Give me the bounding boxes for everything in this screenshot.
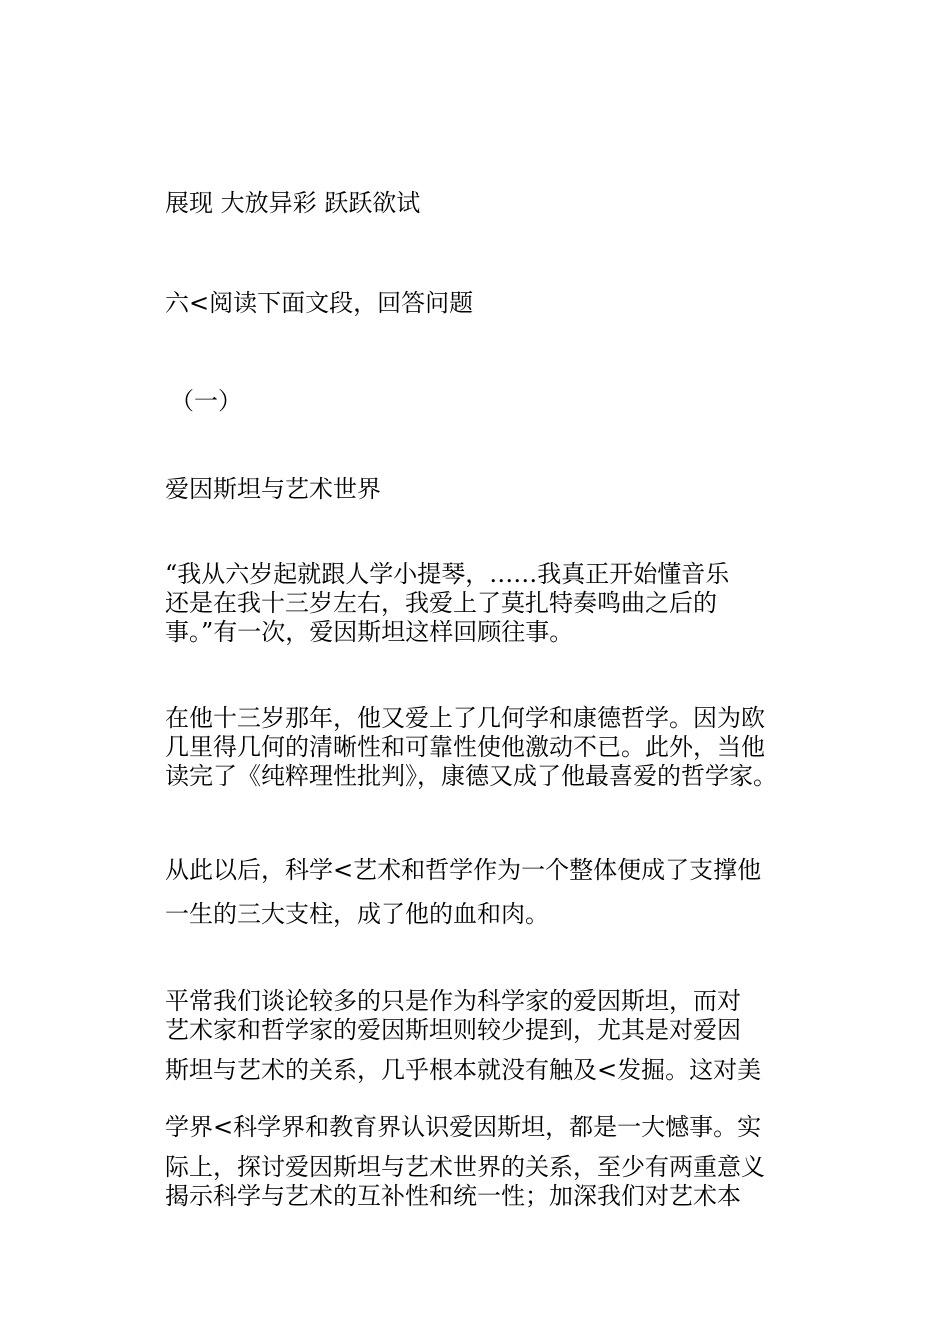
paragraph-2-line-2: 几里得几何的清晰性和可靠性使他激动不已。此外，当他 [165, 733, 765, 761]
keywords-line: 展现 大放异彩 跃跃欲试 [165, 189, 421, 217]
paragraph-4-line-2: 艺术家和哲学家的爱因斯坦则较少提到，尤其是对爱因 [165, 1016, 741, 1044]
paragraph-1-line-1: “我从六岁起就跟人学小提琴，……我真正开始懂音乐 [165, 560, 730, 588]
paragraph-3-line-2: 一生的三大支柱，成了他的血和肉。 [165, 900, 549, 928]
paragraph-4-line-5: 际上，探讨爱因斯坦与艺术世界的关系，至少有两重意义 [165, 1153, 765, 1181]
article-title: 爱因斯坦与艺术世界 [165, 475, 381, 503]
paragraph-1-line-2: 还是在我十三岁左右，我爱上了莫扎特奏鸣曲之后的 [165, 589, 717, 617]
paragraph-4-line-3: 斯坦与艺术的关系，几乎根本就没有触及<发掘。这对美 [165, 1056, 762, 1084]
paragraph-4-line-1: 平常我们谈论较多的只是作为科学家的爱因斯坦，而对 [165, 987, 741, 1015]
paragraph-4-line-4: 学界<科学界和教育界认识爱因斯坦，都是一大憾事。实 [165, 1113, 762, 1141]
paragraph-1-line-3: 事。”有一次，爱因斯坦这样回顾往事。 [165, 618, 574, 646]
paragraph-3-line-1: 从此以后，科学<艺术和哲学作为一个整体便成了支撑他 [165, 856, 762, 884]
paragraph-2-line-1: 在他十三岁那年，他又爱上了几何学和康德哲学。因为欧 [165, 704, 765, 732]
paragraph-2-line-3: 读完了《纯粹理性批判》，康德又成了他最喜爱的哲学家。 [165, 762, 777, 790]
section-heading: 六<阅读下面文段，回答问题 [165, 289, 474, 317]
paragraph-4-line-6: 揭示科学与艺术的互补性和统一性；加深我们对艺术本 [165, 1182, 741, 1210]
subsection-number: （一） [170, 387, 242, 415]
